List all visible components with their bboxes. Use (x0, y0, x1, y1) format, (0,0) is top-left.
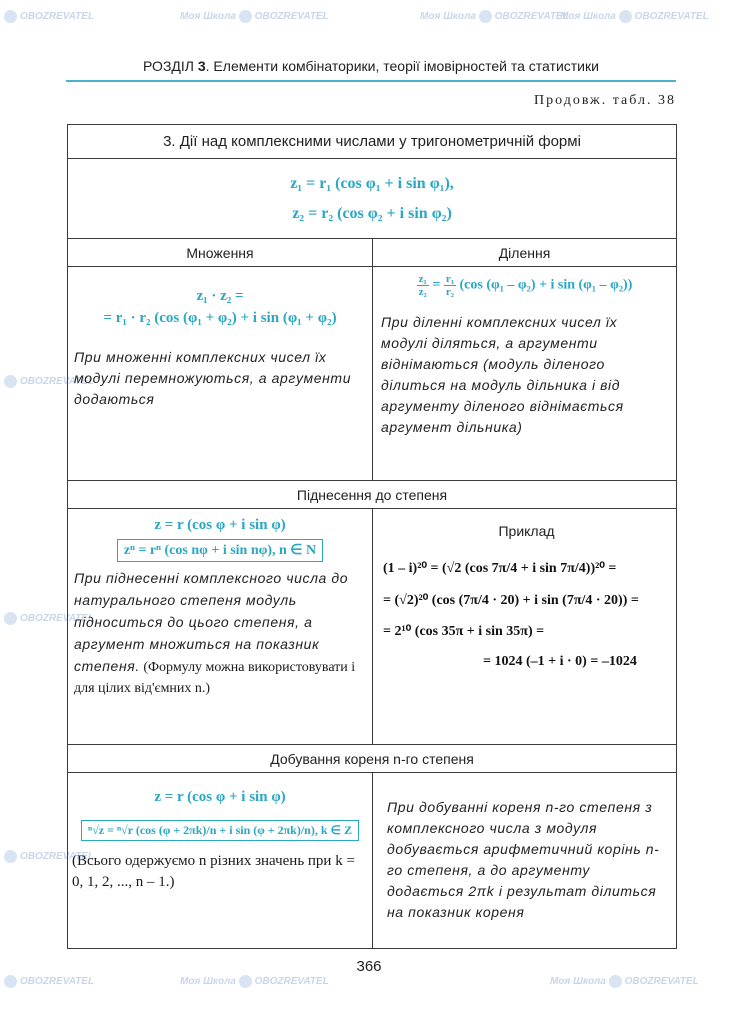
root-heading: Добування кореня n-го степеня (68, 745, 677, 773)
power-formula-base: z = r (cos φ + i sin φ) (154, 517, 286, 533)
division-formula: $\frac{\text{z₁}}{\text{z₂}}$ = $\frac{\text{r₁}}{\text{r₂}}$ (cos (φ₁ – φ₂) + i sin (φ₁ – φ₂)) (418, 273, 633, 298)
watermark: OBOZREVATEL (4, 375, 94, 388)
watermark: Моя Школа OBOZREVATEL (420, 11, 569, 23)
power-heading: Піднесення до степеня (68, 481, 677, 509)
root-note: (Всього одержуємо n різних значень при k = 0, 1, 2, ..., n – 1.) (72, 853, 355, 890)
watermark: Моя Школа OBOZREVATEL (560, 11, 709, 23)
table-continuation-label: Продовж. табл. 38 (534, 93, 676, 108)
power-rule-note: (Формулу можна використовувати і для цілих від'ємних n.) (74, 660, 356, 696)
multiplication-rule-text: При множенні комплексних чисел їх модулі перемножуються, а аргументи додаються (74, 349, 352, 407)
watermark: Моя Школа OBOZREVATEL (550, 976, 699, 988)
complex-numbers-table (67, 124, 677, 949)
example-line-2: = (√2)²⁰ (cos (7π/4 · 20) + i sin (7π/4 · 20)) = (383, 593, 639, 608)
power-formula-de-moivre: zⁿ = rⁿ (cos nφ + i sin nφ), n ∈ N (117, 539, 323, 562)
root-formula-cell (68, 773, 373, 949)
power-formula-cell (68, 509, 373, 745)
watermark: OBOZREVATEL (4, 850, 94, 863)
multiplication-cell (68, 267, 373, 481)
root-rule-cell (373, 773, 677, 949)
section-title: . Елементи комбінаторики, теорії імовірностей та статистики (205, 58, 599, 74)
division-cell (373, 267, 677, 481)
example-line-1: (1 – i)²⁰ = (√2 (cos 7π/4 + i sin 7π/4))²⁰ = (383, 561, 617, 576)
given-numbers-cell (68, 159, 677, 239)
multiplication-formula-line2: = r₁ · r₂ (cos (φ₁ + φ₂) + i sin (φ₁ + φ₂) (103, 310, 337, 326)
given-z1: z₁ = r₁ (cos φ₁ + i sin φ₁), (290, 174, 454, 192)
root-formula-base: z = r (cos φ + i sin φ) (154, 789, 286, 805)
root-rule-text: При добуванні кореня n-го степеня з комплексного числа з модуля добувається арифметичний корінь n-го степеня, а до аргументу додається 2πk і результат ділиться на показник кореня (387, 799, 660, 920)
power-example-cell (373, 509, 677, 745)
example-label: Приклад (498, 523, 555, 539)
power-rule-text: При піднесенні комплексного числа до натурального степеня модуль підноситься до цього степеня, а аргумент множиться на показник степеня. (74, 570, 349, 674)
watermark: OBOZREVATEL (4, 10, 94, 23)
watermark: Моя Школа OBOZREVATEL (180, 976, 329, 988)
page-number: 366 (356, 958, 382, 975)
root-formula-moivre: ⁿ√z = ⁿ√r (cos (φ + 2πk)/n + i sin (φ + 2πk)/n), k ∈ Z (81, 820, 359, 841)
header-rule (66, 80, 676, 82)
watermark: OBOZREVATEL (4, 975, 94, 988)
section-number: 3 (197, 58, 206, 74)
multiplication-heading: Множення (68, 239, 373, 267)
watermark: OBOZREVATEL (4, 612, 94, 625)
running-header (66, 58, 676, 74)
multiplication-formula-line1: z₁ · z₂ = (196, 288, 244, 304)
watermark: Моя Школа OBOZREVATEL (180, 11, 329, 23)
section-prefix: РОЗДІЛ (143, 58, 194, 74)
division-rule-text: При діленні комплексних чисел їх модулі діляться, а аргументи віднімаються (модуль діленого ділиться на модуль дільника і від аргументу діленого віднімається аргумент дільника) (381, 314, 624, 435)
example-line-3: = 2¹⁰ (cos 35π + i sin 35π) = (383, 624, 545, 639)
division-heading: Ділення (373, 239, 677, 267)
table-title: 3. Дії над комплексними числами у тригонометричній формі (68, 125, 677, 159)
example-line-4: = 1024 (–1 + i · 0) = –1024 (483, 654, 637, 669)
given-z2: z₂ = r₂ (cos φ₂ + i sin φ₂) (292, 204, 452, 222)
